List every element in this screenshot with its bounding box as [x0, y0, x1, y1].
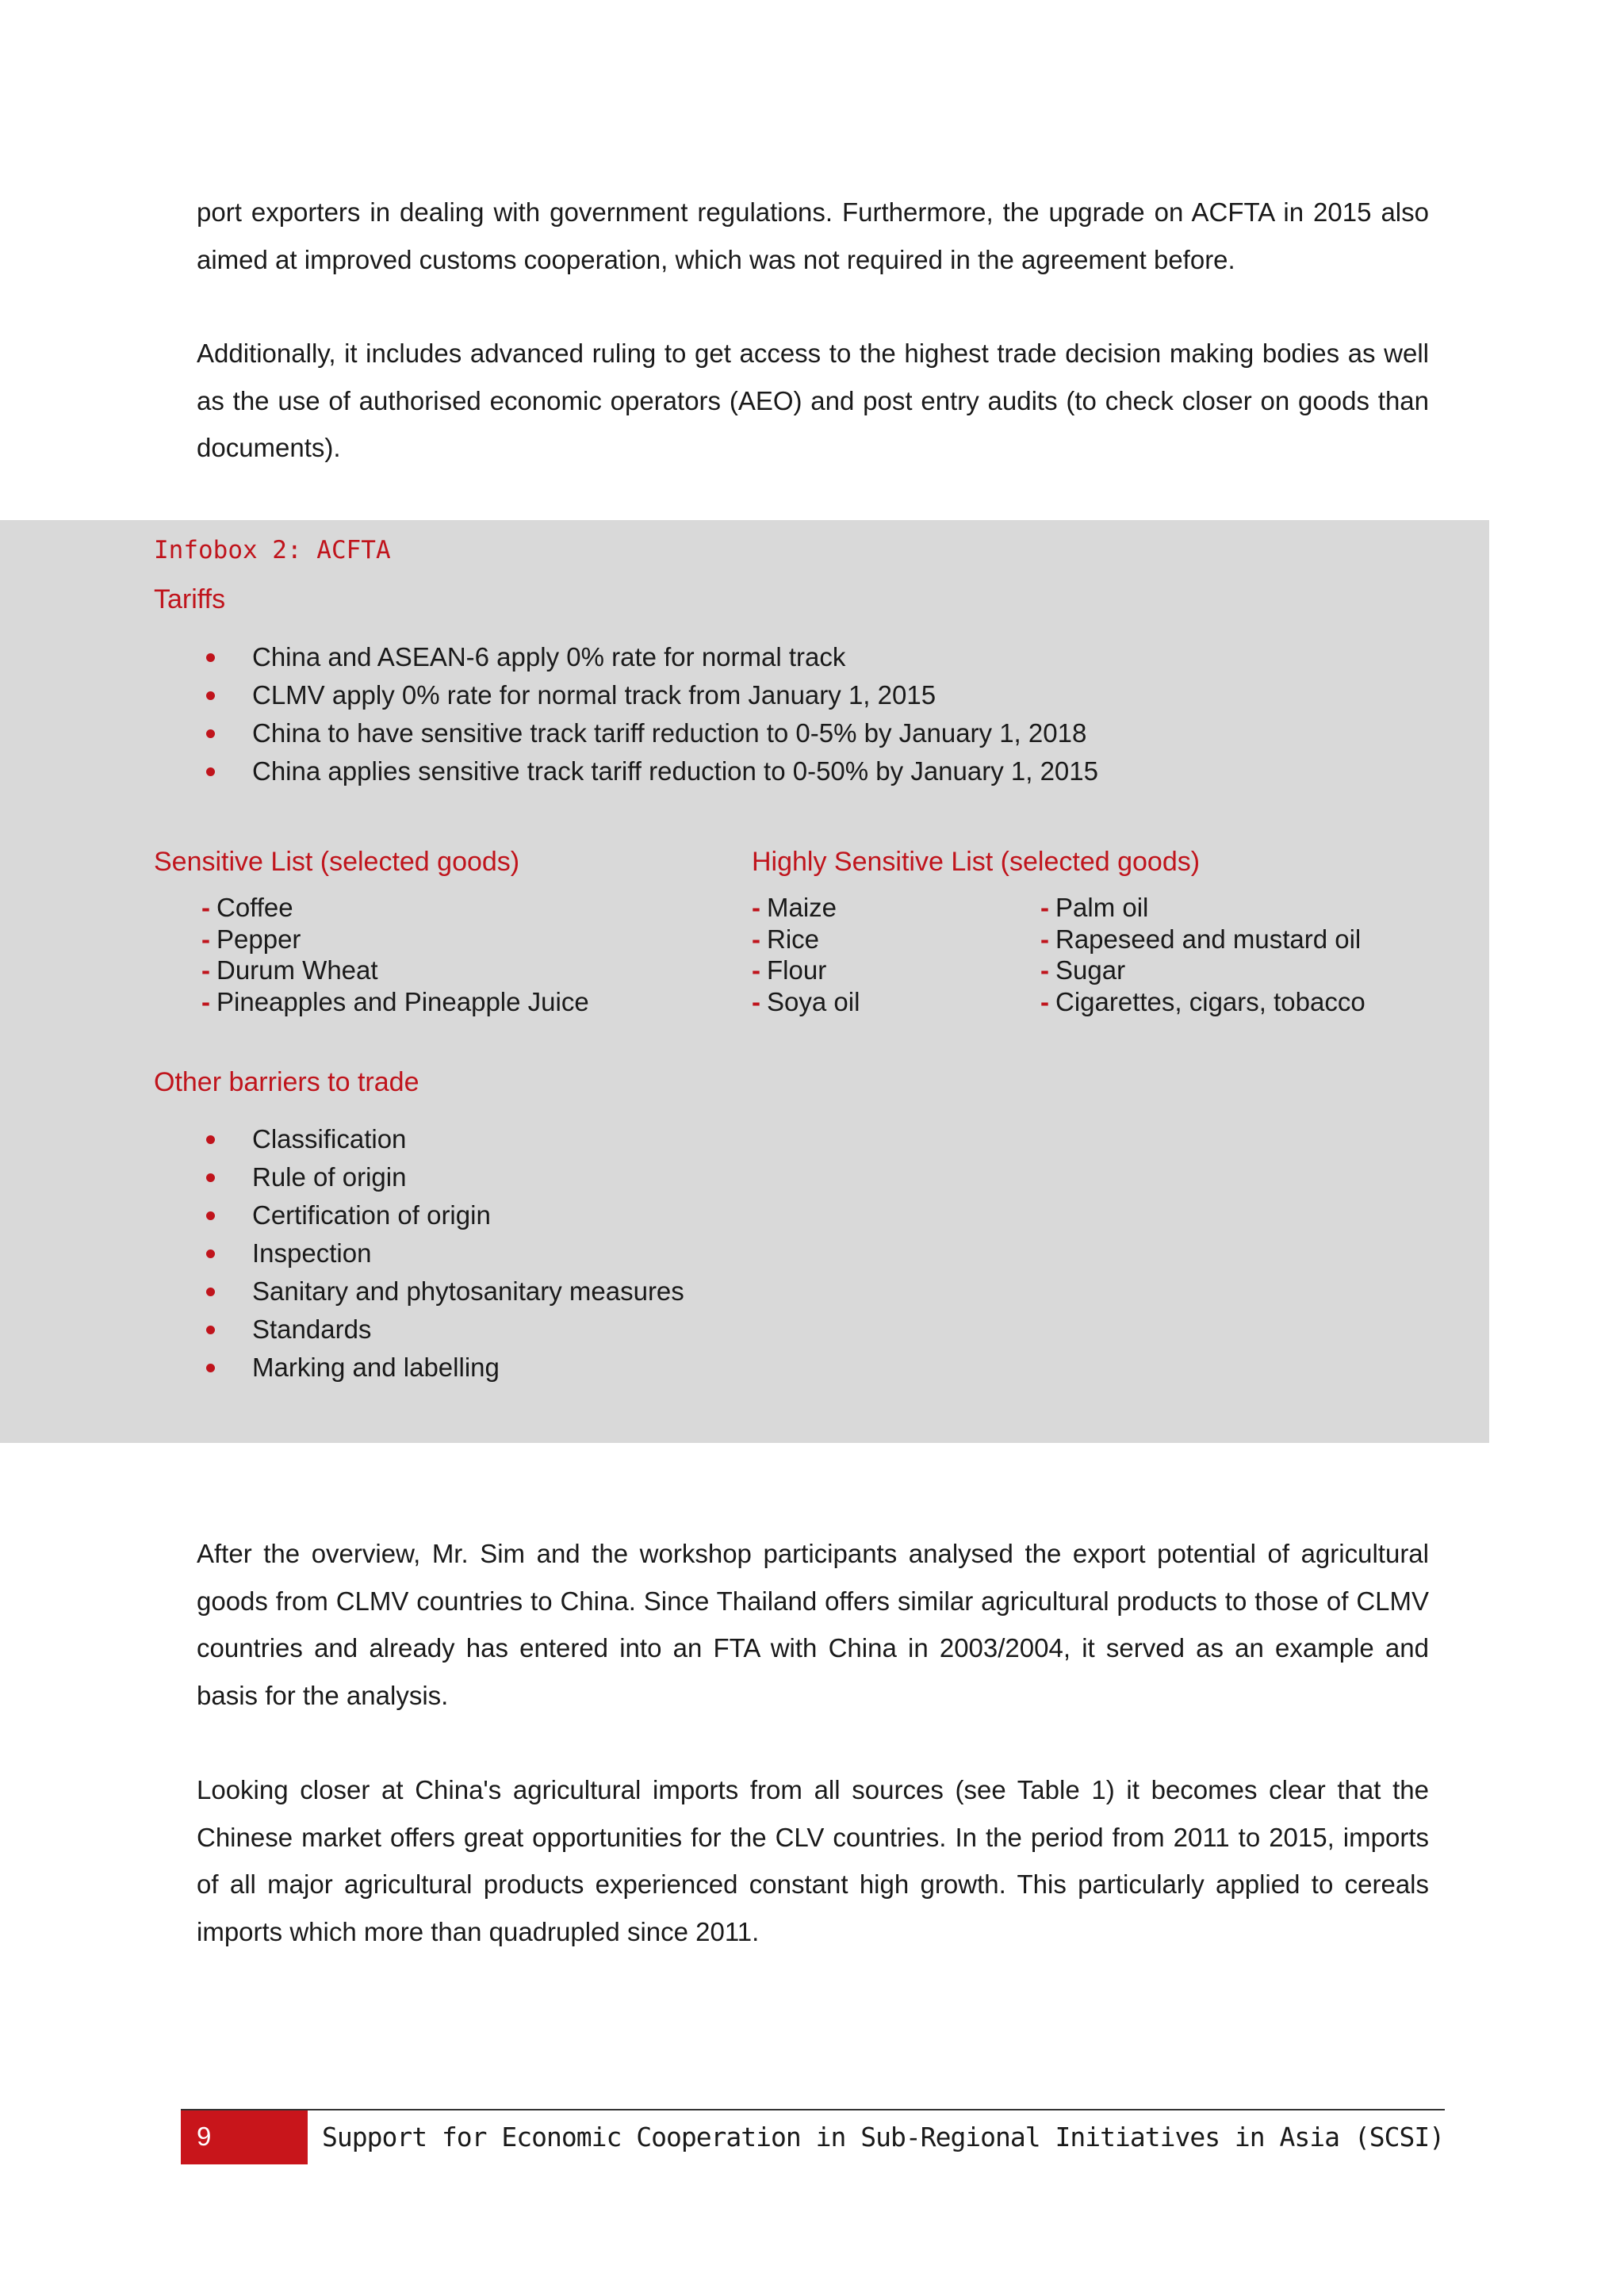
paragraph-3: After the overview, Mr. Sim and the workshop participants analysed the export potential of agricultural goods from CLMV countries to China. Since Thailand offers similar agricultural products to those of CLMV countries and already has entered into an FTA with China in 2003/2004, it served as an example and basis for the analysis. [197, 1539, 1429, 1710]
list-item: - Rice [752, 924, 820, 954]
tariffs-heading: Tariffs [154, 584, 226, 614]
list-item: Standards [206, 1311, 684, 1349]
paragraph-4: Looking closer at China's agricultural imports from all sources (see Table 1) it becomes clear that the Chinese market offers great opportunities for the CLV countries. In the period from 2011 to 2015, imports of all major agricultural products experienced constant high growth. This particularly applied to cereals imports which more than quadrupled since 2011. [197, 1775, 1429, 1946]
list-item: - Coffee [201, 893, 293, 922]
list-item: - Pepper [201, 924, 301, 954]
page-number: 9 [197, 2122, 212, 2151]
list-item: Classification [206, 1120, 684, 1158]
list-item: Certification of origin [206, 1196, 684, 1234]
footer-title: Support for Economic Cooperation in Sub-Regional Initiatives in Asia (SCSI) [322, 2122, 1445, 2152]
list-item: - Rapeseed and mustard oil [1040, 924, 1362, 954]
list-item: Marking and labelling [206, 1349, 684, 1387]
list-item: - Cigarettes, cigars, tobacco [1040, 986, 1365, 1016]
other-barriers-list [206, 1120, 684, 1387]
highly-sensitive-list-col-2 [1040, 892, 1365, 1017]
other-barriers-heading: Other barriers to trade [154, 1067, 419, 1097]
sensitive-list-heading: Sensitive List (selected goods) [154, 847, 520, 877]
list-item: - Durum Wheat [201, 955, 378, 985]
highly-sensitive-list-heading: Highly Sensitive List (selected goods) [752, 847, 1201, 877]
list-item: - Sugar [1040, 955, 1126, 985]
list-item: - Palm oil [1040, 893, 1149, 922]
list-item: CLMV apply 0% rate for normal track from January 1, 2015 [206, 676, 1098, 714]
list-item: Inspection [206, 1234, 684, 1272]
list-item: China applies sensitive track tariff reduction to 0-50% by January 1, 2015 [206, 752, 1098, 790]
tariffs-list [206, 638, 1098, 790]
list-item: Rule of origin [206, 1158, 684, 1196]
infobox-title: Infobox 2: ACFTA [154, 536, 391, 564]
list-item: Sanitary and phytosanitary measures [206, 1272, 684, 1311]
list-item: - Flour [752, 955, 827, 985]
list-item: China and ASEAN-6 apply 0% rate for normal track [206, 638, 1098, 676]
list-item: - Soya oil [752, 986, 860, 1016]
highly-sensitive-list-col-1 [752, 892, 860, 1017]
list-item: China to have sensitive track tariff reduction to 0-5% by January 1, 2018 [206, 714, 1098, 752]
paragraph-2: Additionally, it includes advanced ruling to get access to the highest trade decision making bodies as well as the use of authorised economic operators (AEO) and post entry audits (to check closer on goods than documents). [197, 339, 1429, 462]
paragraph-1: port exporters in dealing with government regulations. Furthermore, the upgrade on ACFTA in 2015 also aimed at improved customs cooperation, which was not required in the agreement before. [197, 197, 1429, 274]
sensitive-list [201, 892, 589, 1017]
footer-divider [181, 2109, 1445, 2110]
list-item: - Pineapples and Pineapple Juice [201, 986, 589, 1016]
list-item: - Maize [752, 893, 837, 922]
